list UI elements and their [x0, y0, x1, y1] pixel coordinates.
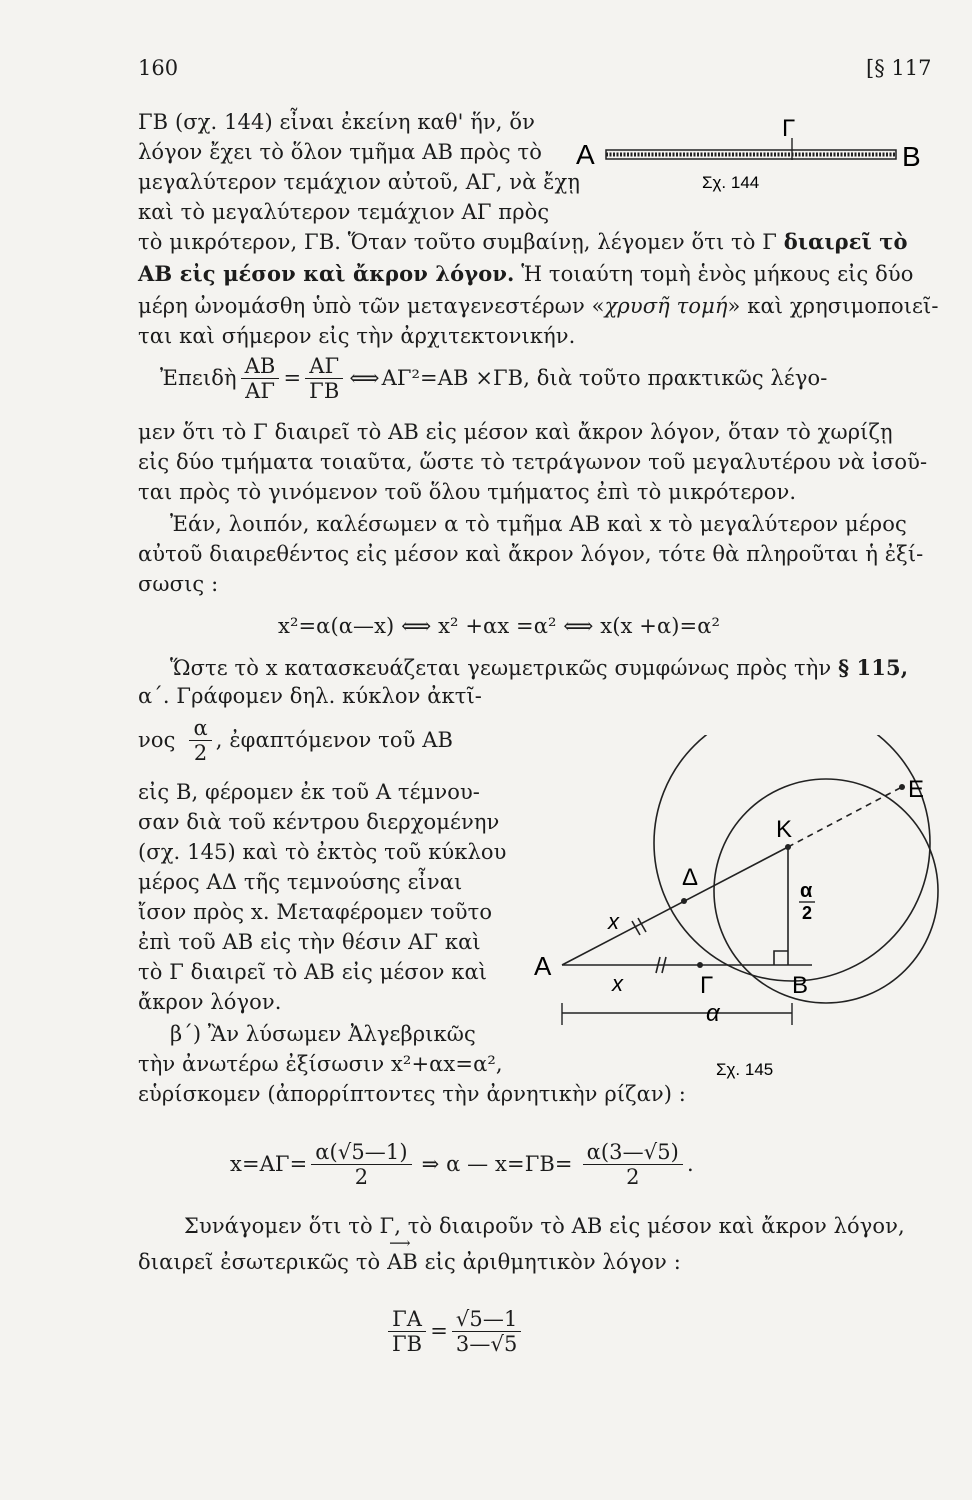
text-line: [138, 294, 939, 318]
fig145-right-angle: [774, 951, 788, 965]
bold-span: διαιρεῖ τὸ: [783, 229, 908, 254]
text-span: ⇒ α — x=ΓΒ=: [421, 1152, 573, 1176]
text-line: (σχ. 145) καὶ τὸ ἐκτὸς τοῦ κύκλου: [138, 840, 507, 864]
text-span: » καὶ χρησιμοποιεῖ-: [727, 294, 939, 318]
formula-line: [138, 712, 453, 768]
fig145-label-x-secant: x: [608, 909, 619, 934]
fig145-label-a: A: [534, 951, 552, 981]
fraction-a-2: $\frac{\alpha}{2}$: [189, 717, 211, 764]
fig144-label-a: A: [576, 139, 595, 170]
fig145-point-k: [785, 844, 791, 850]
fraction-ag-value: $\frac{\alpha(√5—1)}{2}$: [311, 1141, 411, 1188]
fraction-golden: $\frac{√5—1}{3—√5}$: [452, 1308, 522, 1355]
text-span: διαιρεῖ ἐσωτερικῶς τὸ: [138, 1250, 381, 1274]
text-line: ἄκρον λόγον.: [138, 990, 282, 1014]
bold-span: ΑΒ εἰς μέσον καὶ ἄκρον λόγον.: [138, 261, 515, 286]
fig145-label-a2-num: α: [800, 880, 813, 902]
fraction-gb-value: $\frac{\alpha(3—√5)}{2}$: [583, 1141, 683, 1188]
text-line: εὑρίσκομεν (ἀπορρίπτοντες τὴν ἀρνητικὴν ρίζαν) :: [138, 1082, 686, 1106]
italic-span: χρυσῆ τομή: [604, 294, 728, 318]
fig145-secant: [562, 847, 788, 965]
fig145-caption: Σχ. 145: [716, 1060, 774, 1079]
text-line: μεν ὅτι τὸ Γ διαιρεῖ τὸ ΑΒ εἰς μέσον καὶ ἄκρον λόγον, ὅταν τὸ χωρίζῃ: [138, 420, 893, 444]
text-span: ΑΓ²=ΑΒ ×ΓΒ, διὰ τοῦτο πρακτικῶς λέγο-: [381, 366, 828, 390]
text-line: λόγον ἔχει τὸ ὅλον τμῆμα ΑΒ πρὸς τὸ: [138, 140, 542, 164]
text-line: ται πρὸς τὸ γινόμενον τοῦ ὅλου τμήματος ἐπὶ τὸ μικρότερον.: [138, 480, 797, 504]
text-span: .: [686, 1152, 694, 1176]
text-line: καὶ τὸ μεγαλύτερον τεμάχιον ΑΓ πρὸς: [138, 200, 550, 224]
fraction-ab-ag: $\frac{AB}{A\Gamma}$: [241, 355, 280, 402]
text-span: x=ΑΓ=: [230, 1152, 308, 1176]
fig145-label-b: B: [792, 972, 809, 999]
equation-2: [230, 1134, 694, 1194]
text-line: μεγαλύτερον τεμάχιον αὐτοῦ, ΑΓ, νὰ ἔχῃ: [138, 170, 581, 194]
fig145-label-x-segment: x: [612, 971, 623, 996]
text-line: ται καὶ σήμερον εἰς τὴν ἀρχιτεκτονικήν.: [138, 324, 576, 348]
fig145-label-e: E: [908, 776, 925, 803]
text-line: τὴν ἀνωτέρω ἐξίσωσιν x²+αx=α²,: [138, 1052, 503, 1076]
equals-sign: =: [430, 1319, 448, 1343]
text-span: , ἐφαπτόμενον τοῦ ΑΒ: [215, 728, 454, 752]
text-span: εἰς ἀριθμητικὸν λόγον :: [424, 1250, 681, 1274]
fig145-point-g: [697, 962, 703, 968]
text-line: [138, 1234, 681, 1274]
fig145-point-e: [899, 784, 905, 790]
equation-1: x²=α(α—x) ⟺ x² +αx =α² ⟺ x(x +α)=α²: [278, 614, 721, 638]
fig145-label-a2-den: 2: [802, 903, 813, 923]
formula-line: [160, 350, 827, 406]
fig144-label-g: Γ: [782, 115, 796, 142]
fig145-circle-k: [714, 779, 938, 1003]
fig145-label-g: Γ: [700, 972, 714, 999]
text-span: μέρη ὠνομάσθη ὑπὸ τῶν μεταγενεστέρων «: [138, 294, 605, 318]
equiv-arrow: ⟺: [349, 366, 380, 390]
page-number: 160: [138, 56, 179, 80]
figure-144: [570, 108, 940, 204]
text-line: σαν διὰ τοῦ κέντρου διερχομένην: [138, 810, 500, 834]
vector-arrow-icon: ⟶: [389, 1234, 411, 1252]
bold-span: § 115,: [838, 655, 909, 680]
text-span: νος: [138, 728, 176, 752]
text-span: Ἐπειδὴ: [160, 366, 237, 390]
text-line: ΓΒ (σχ. 144) εἶναι ἐκείνη καθ' ἥν, ὅν: [138, 110, 535, 134]
text-span: Ὥστε τὸ x κατασκευάζεται γεωμετρικῶς συμφώνως πρὸς τὴν: [170, 656, 832, 680]
equation-3: [384, 1300, 525, 1362]
text-line: ἐπὶ τοῦ ΑΒ εἰς τὴν θέσιν ΑΓ καὶ: [138, 930, 481, 954]
text-line: α΄. Γράφομεν δηλ. κύκλον ἀκτῖ-: [138, 684, 482, 708]
text-line: τὸ Γ διαιρεῖ τὸ ΑΒ εἰς μέσον καὶ: [138, 960, 488, 984]
text-line: αὐτοῦ διαιρεθέντος εἰς μέσον καὶ ἄκρον λόγον, τότε θὰ πληροῦται ἡ ἐξί-: [138, 542, 924, 566]
text-line: β΄) Ἂν λύσωμεν Ἀλγεβρικῶς: [170, 1022, 476, 1046]
figure-145: [520, 735, 940, 1090]
fig145-label-k: K: [776, 816, 793, 843]
text-line: Ἐάν, λοιπόν, καλέσωμεν α τὸ τμῆμα ΑΒ καὶ x τὸ μεγαλύτερον μέρος: [170, 512, 907, 536]
fig145-point-d: [681, 898, 687, 904]
vector-ab: ⟶ ΑΒ: [387, 1234, 418, 1274]
text-line: [138, 230, 908, 254]
fig145-label-a-dim: α: [706, 1000, 720, 1027]
section-ref: [§ 117: [866, 56, 932, 80]
fig144-label-b: B: [902, 141, 921, 172]
fig145-circle-a: [654, 735, 930, 981]
fraction-ag-gb: $\frac{A\Gamma}{\Gamma B}$: [305, 355, 343, 402]
fig145-label-d: Δ: [682, 864, 699, 891]
text-line: μέρος ΑΔ τῆς τεμνούσης εἶναι: [138, 870, 463, 894]
text-line: σωσις :: [138, 572, 219, 596]
fig144-caption: Σχ. 144: [702, 173, 760, 192]
equals-sign: =: [283, 366, 302, 390]
text-line: εἰς Β, φέρομεν ἐκ τοῦ Α τέμνου-: [138, 780, 481, 804]
text-line: [170, 656, 908, 680]
text-line: ἴσον πρὸς x. Μεταφέρομεν τοῦτο: [138, 900, 493, 924]
text-line: Συνάγομεν ὅτι τὸ Γ, τὸ διαιροῦν τὸ ΑΒ εἰς μέσον καὶ ἄκρον λόγον,: [184, 1214, 905, 1238]
text-line: εἰς δύο τμήματα τοιαῦτα, ὥστε τὸ τετράγωνον τοῦ μεγαλυτέρου νὰ ἰσοῦ-: [138, 450, 928, 474]
fraction-ga-gb: $\frac{\Gamma A}{\Gamma B}$: [388, 1308, 426, 1355]
text-span: τὸ μικρότερον, ΓΒ. Ὅταν τοῦτο συμβαίνῃ, λέγομεν ὅτι τὸ Γ: [138, 230, 777, 254]
text-span: Ἡ τοιαύτη τομὴ ἑνὸς μήκους εἰς δύο: [521, 262, 914, 286]
text-line: [138, 262, 914, 286]
